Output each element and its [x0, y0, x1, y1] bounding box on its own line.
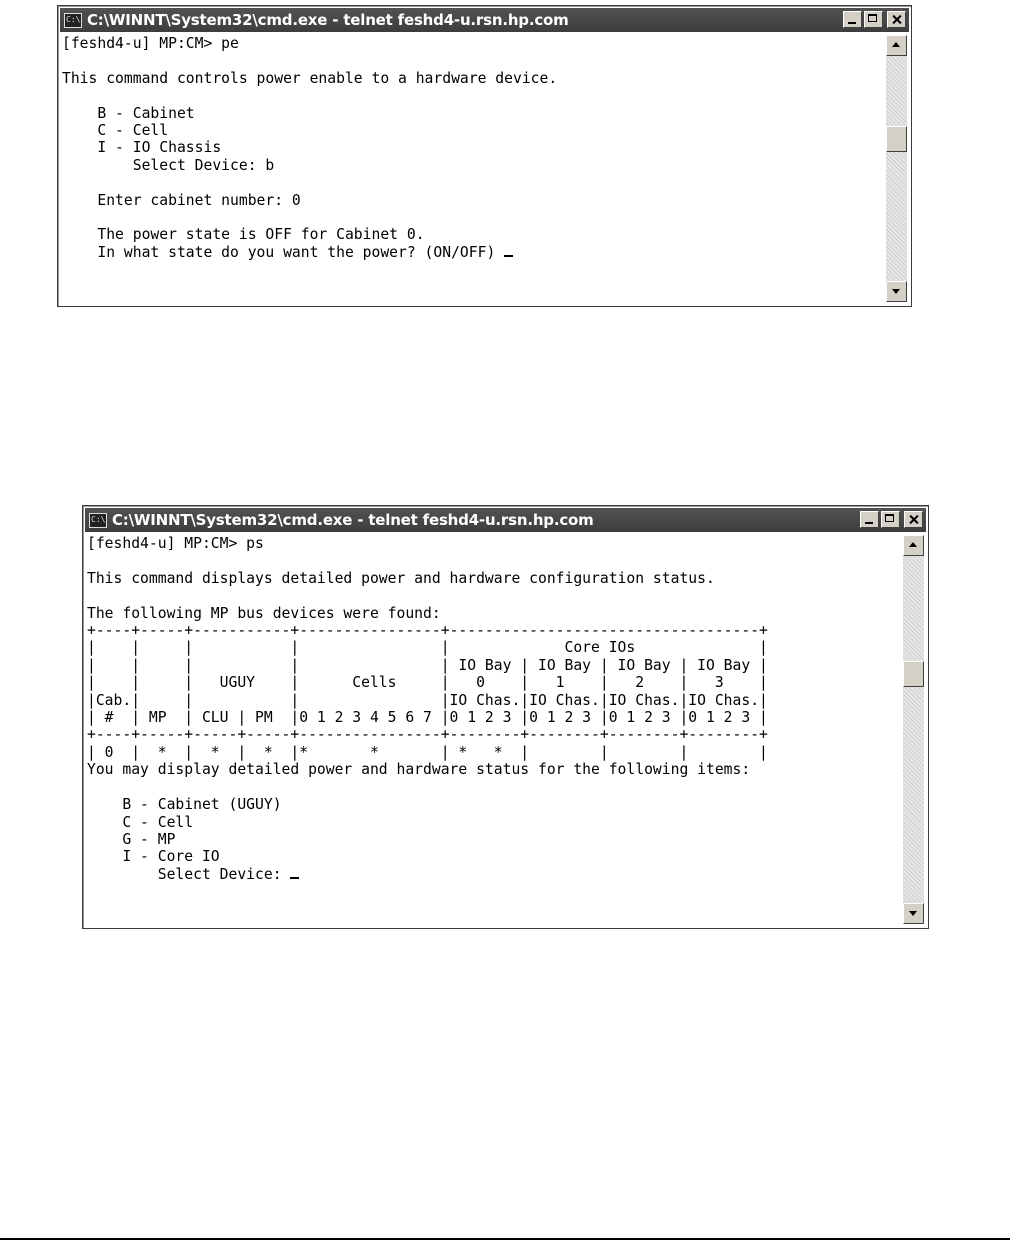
- vertical-scrollbar[interactable]: [886, 35, 907, 302]
- console-icon[interactable]: C:\: [89, 513, 107, 528]
- maximize-button[interactable]: [881, 511, 900, 528]
- vertical-scrollbar[interactable]: [903, 535, 924, 924]
- window-title: C:\WINNT\System32\cmd.exe - telnet feshd4-u.rsn.hp.com: [112, 511, 594, 529]
- minimize-button[interactable]: [860, 511, 879, 528]
- window-controls: [860, 511, 923, 528]
- minimize-button[interactable]: [843, 11, 862, 28]
- console-window-pe[interactable]: [57, 5, 912, 307]
- terminal-output[interactable]: [87, 535, 900, 924]
- page-divider: [0, 1238, 1010, 1240]
- scroll-thumb[interactable]: [886, 126, 907, 152]
- console-icon[interactable]: C:\: [64, 13, 82, 28]
- terminal-text: [feshd4-u] MP:CM> ps This command displays detailed power and hardware configuration status. The following MP bus devices were found: +----+-----+-----------+----------------+-----------------------------------+ | | | | | Core IOs | | | | | | IO Bay | IO Bay | IO Bay | IO Bay | | | | UGUY | Cells | 0 | 1 | 2 | 3 | |Cab.| | | |IO Chas.|IO Chas.|IO Chas.|IO Chas.| | # | MP | CLU | PM |0 1 2 3 4 5 6 7 |0 1 2 3 |0 1 2 3 |0 1 2 3 |0 1 2 3 | +----+-----+-----+-----+----------------+--------+--------+--------+--------+ | 0 | * | * | * |* * | * * | | | | You may display detailed power and hardware status for the following items: B - Cabinet (UGUY) C - Cell G - MP I - Core IO Select Device:: [87, 535, 768, 883]
- text-cursor: [290, 877, 299, 879]
- scroll-down-button[interactable]: [903, 903, 924, 924]
- text-cursor: [504, 255, 513, 257]
- title-bar[interactable]: [60, 8, 909, 32]
- close-button[interactable]: [887, 11, 906, 28]
- close-button[interactable]: [904, 511, 923, 528]
- console-window-ps[interactable]: [82, 505, 929, 929]
- title-bar[interactable]: [85, 508, 926, 532]
- terminal-text: [feshd4-u] MP:CM> pe This command controls power enable to a hardware device. B - Cabinet C - Cell I - IO Chassis Select Device: b Enter cabinet number: 0 The power state is OFF for Cabinet 0. In what state do you want the power? (ON/OFF): [62, 35, 558, 261]
- scroll-up-button[interactable]: [886, 35, 907, 56]
- scroll-up-button[interactable]: [903, 535, 924, 556]
- scroll-down-button[interactable]: [886, 281, 907, 302]
- scroll-thumb[interactable]: [903, 661, 924, 687]
- terminal-output[interactable]: [62, 35, 883, 302]
- window-title: C:\WINNT\System32\cmd.exe - telnet feshd4-u.rsn.hp.com: [87, 11, 569, 29]
- maximize-button[interactable]: [864, 11, 883, 28]
- window-controls: [843, 11, 906, 28]
